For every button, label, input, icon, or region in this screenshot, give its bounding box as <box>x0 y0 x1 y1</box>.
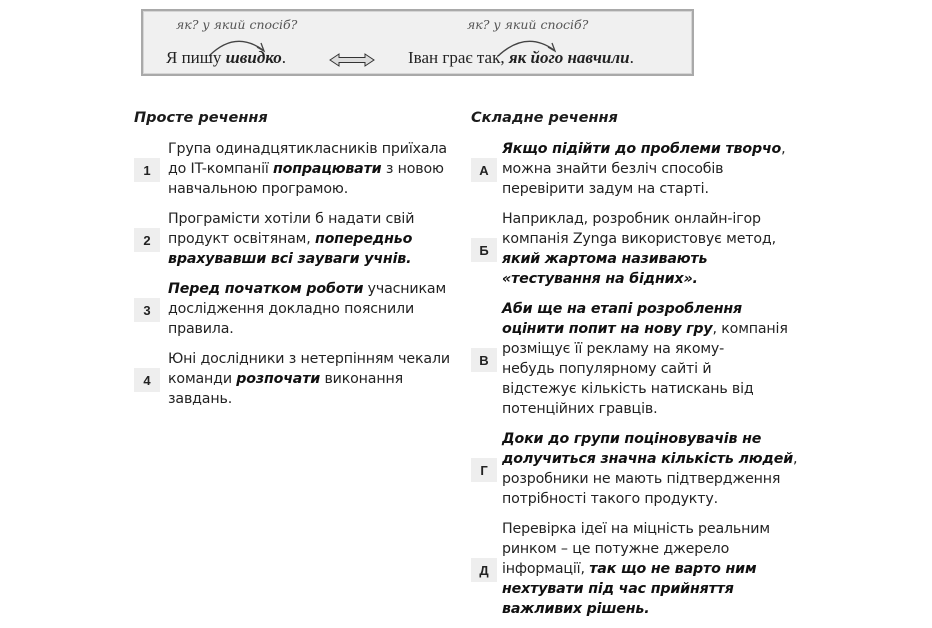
text-line <box>502 249 776 269</box>
left-sentence-end: . <box>281 48 286 67</box>
text-fragment: ринком – це потужне джерело <box>502 541 730 557</box>
text-line <box>168 319 446 339</box>
right-sentence <box>408 48 634 68</box>
text-fragment: розробники не мають підтвердження <box>502 471 781 487</box>
text-fragment: , <box>781 141 786 157</box>
simple-heading: Просте речення <box>134 110 268 126</box>
emphasized-fragment: Доки до групи поціновувачів не <box>502 431 762 447</box>
item-label-badge: 4 <box>134 368 160 392</box>
item-text <box>502 209 776 289</box>
text-line <box>502 399 788 419</box>
text-fragment: , компанія <box>712 321 788 337</box>
item-text <box>168 139 447 199</box>
right-question: як? у який спосіб? <box>467 17 589 32</box>
text-line <box>502 209 776 229</box>
left-sentence-emphasis: швидко <box>225 48 282 67</box>
text-fragment: , <box>793 451 798 467</box>
right-sentence-emphasis: як його навчили <box>508 48 630 67</box>
emphasized-fragment: так що не варто ним <box>589 561 757 577</box>
text-fragment: потрібності такого продукту. <box>502 491 718 507</box>
text-line <box>502 159 786 179</box>
text-line <box>168 159 447 179</box>
text-fragment: Група одинадцятикласників приїхала <box>168 141 447 157</box>
emphasized-fragment: розпочати <box>236 371 321 387</box>
text-fragment: компанія Zynga використовує метод, <box>502 231 776 247</box>
item-text <box>168 349 450 409</box>
left-question: як? у який спосіб? <box>176 17 298 32</box>
text-fragment: учасникам <box>363 281 446 297</box>
left-sentence <box>166 48 286 68</box>
right-sentence-end: . <box>629 48 634 67</box>
item-text <box>168 279 446 339</box>
text-line <box>168 299 446 319</box>
text-line <box>502 539 770 559</box>
text-line <box>168 209 414 229</box>
text-line <box>502 339 788 359</box>
text-fragment: до IT-компанії <box>168 161 274 177</box>
text-fragment: відстежує кількість натискань від <box>502 381 754 397</box>
text-fragment: Перевірка ідеї на міцність реальним <box>502 521 770 537</box>
text-fragment: Програмісти хотіли б надати свій <box>168 211 415 227</box>
text-line <box>502 559 770 579</box>
item-label-badge: Г <box>471 458 497 482</box>
double-arrow-icon <box>329 52 375 68</box>
text-line <box>502 489 797 509</box>
text-line <box>168 229 414 249</box>
text-line <box>502 519 770 539</box>
text-fragment: завдань. <box>168 391 233 407</box>
text-line <box>168 369 450 389</box>
emphasized-fragment: «тестування на бідних». <box>502 271 698 287</box>
text-line <box>502 319 788 339</box>
item-label-badge: 3 <box>134 298 160 322</box>
text-line <box>168 389 450 409</box>
item-text <box>168 209 414 269</box>
complex-heading: Складне речення <box>471 110 618 126</box>
text-line <box>502 449 797 469</box>
text-fragment: перевірити задум на старті. <box>502 181 709 197</box>
text-fragment: небудь популярному сайті й <box>502 361 712 377</box>
text-line <box>502 299 788 319</box>
text-line <box>168 249 414 269</box>
text-line <box>502 469 797 489</box>
text-line <box>502 579 770 599</box>
text-fragment: продукт освітянам, <box>168 231 315 247</box>
text-line <box>502 269 776 289</box>
right-sentence-plain: Іван грає так, <box>408 48 509 67</box>
text-line <box>502 599 770 619</box>
emphasized-fragment: Якщо підійти до проблеми творчо <box>502 141 782 157</box>
text-line <box>502 139 786 159</box>
item-label-badge: Д <box>471 558 497 582</box>
item-label-badge: В <box>471 348 497 372</box>
emphasized-fragment: долучиться значна кількість людей <box>502 451 793 467</box>
left-sentence-plain: Я пишу <box>166 48 226 67</box>
text-line <box>502 229 776 249</box>
text-line <box>168 349 450 369</box>
text-line <box>502 429 797 449</box>
text-fragment: потенційних гравців. <box>502 401 658 417</box>
text-fragment: дослідження докладно пояснили <box>168 301 415 317</box>
text-line <box>168 139 447 159</box>
text-line <box>502 359 788 379</box>
text-fragment: з новою <box>381 161 444 177</box>
item-label-badge: А <box>471 158 497 182</box>
text-fragment: Юні дослідники з нетерпінням чекали <box>168 351 450 367</box>
item-text <box>502 519 770 619</box>
text-fragment: Наприклад, розробник онлайн-ігор <box>502 211 761 227</box>
item-text <box>502 299 788 419</box>
emphasized-fragment: врахувавши всі зауваги учнів. <box>168 251 412 267</box>
item-label-badge: 1 <box>134 158 160 182</box>
text-line <box>502 179 786 199</box>
text-fragment: правила. <box>168 321 234 337</box>
text-fragment: навчальною програмою. <box>168 181 349 197</box>
emphasized-fragment: попередньо <box>314 231 413 247</box>
text-fragment: виконання <box>320 371 403 387</box>
emphasized-fragment: попрацювати <box>273 161 382 177</box>
emphasized-fragment: оцінити попит на нову гру <box>502 321 713 337</box>
text-fragment: можна знайти безліч способів <box>502 161 724 177</box>
text-line <box>168 279 446 299</box>
item-text <box>502 429 797 509</box>
text-fragment: інформації, <box>502 561 590 577</box>
emphasized-fragment: який жартома називають <box>502 251 708 267</box>
emphasized-fragment: нехтувати під час прийняття <box>502 581 734 597</box>
text-fragment: розміщує її рекламу на якому- <box>502 341 725 357</box>
item-label-badge: 2 <box>134 228 160 252</box>
emphasized-fragment: Перед початком роботи <box>168 281 364 297</box>
text-fragment: команди <box>168 371 237 387</box>
text-line <box>502 379 788 399</box>
emphasized-fragment: важливих рішень. <box>502 601 650 617</box>
text-line <box>168 179 447 199</box>
item-label-badge: Б <box>471 238 497 262</box>
item-text <box>502 139 786 199</box>
emphasized-fragment: Аби ще на етапі розроблення <box>502 301 742 317</box>
